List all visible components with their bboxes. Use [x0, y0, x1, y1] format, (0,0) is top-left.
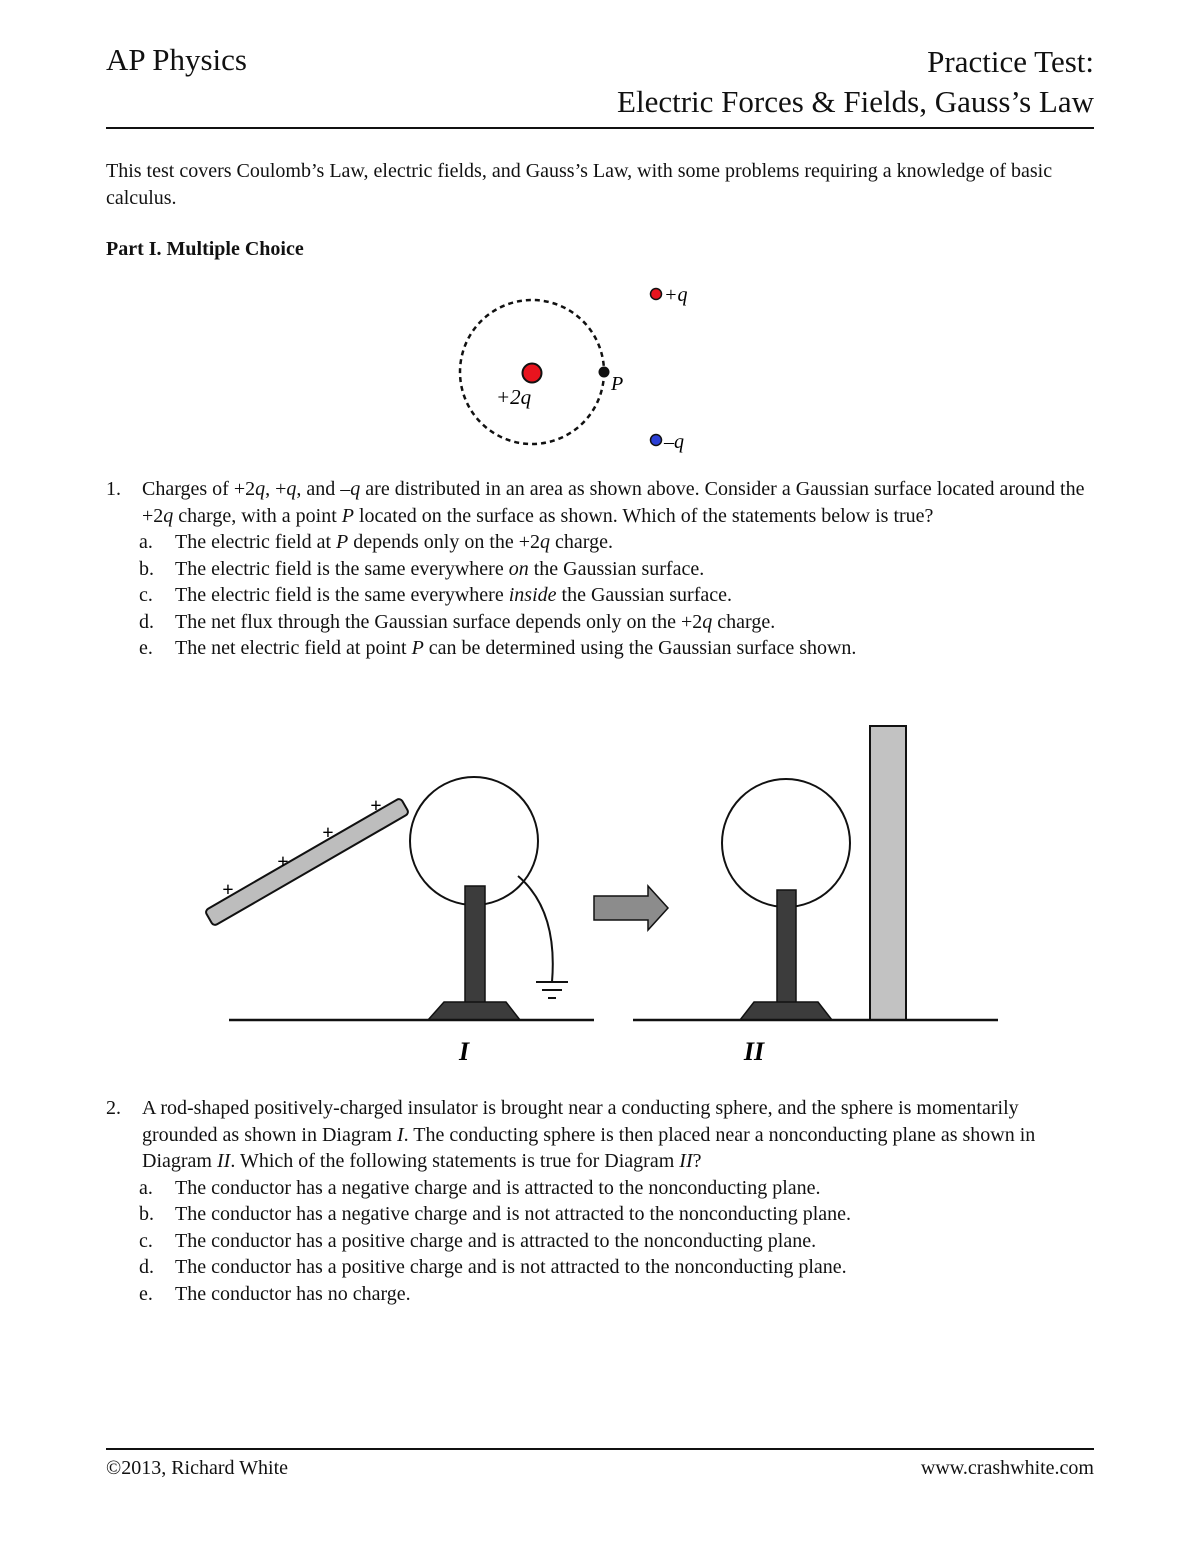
test-title-line1: Practice Test: — [927, 44, 1094, 79]
text-run: can be determined using the Gaussian surface shown. — [423, 637, 857, 659]
charge-plus-2q-label: +2q — [496, 385, 532, 409]
question-number: 1. — [106, 478, 121, 500]
conducting-sphere — [722, 779, 850, 907]
text-run: The conductor has a positive charge and is attracted to the nonconducting plane. — [175, 1229, 817, 1252]
option-text — [175, 1230, 816, 1252]
text-run: charge, with a point — [173, 504, 342, 527]
nonconducting-plane — [870, 726, 906, 1020]
part-title: Part I. Multiple Choice — [106, 238, 304, 260]
text-run: The conductor has a negative charge and is not attracted to the nonconducting plane. — [175, 1203, 852, 1225]
option-text — [175, 1177, 821, 1199]
italic-run: I — [396, 1123, 404, 1146]
option-letter: e. — [139, 637, 153, 659]
rod-plus-sign: + — [277, 851, 289, 873]
text-run: , + — [265, 478, 287, 500]
question-stem — [142, 1095, 1096, 1175]
option-letter: c. — [139, 584, 153, 606]
charge-plus-q-label: +q — [664, 284, 688, 306]
text-run: located on the surface as shown. Which of the statements below is true? — [353, 504, 934, 527]
copyright: ©2013, Richard White — [106, 1457, 289, 1479]
intro-text: This test covers Coulomb’s Law, electric fields, and Gauss’s Law, with some problems requiring a knowledge of basic calculus. — [106, 160, 1053, 209]
text-run: The net flux through the Gaussian surface depends only on the +2 — [175, 610, 703, 633]
answer-option-c — [139, 582, 1096, 609]
text-run: The net electric field at point — [175, 637, 412, 659]
answer-option-a — [139, 529, 1096, 556]
italic-run: on — [508, 557, 529, 580]
text-run: Charges of +2 — [142, 478, 256, 500]
option-letter: d. — [139, 610, 154, 633]
italic-run: q — [286, 478, 297, 500]
diagram-ii-label: II — [743, 1037, 765, 1066]
option-letter: a. — [139, 1176, 153, 1199]
stand-base — [740, 1002, 832, 1020]
option-letter: e. — [139, 1282, 153, 1305]
text-run: The electric field is the same everywhere — [175, 557, 509, 580]
text-run: the Gaussian surface. — [528, 557, 705, 580]
diagram-i — [205, 777, 594, 1066]
text-run: charge. — [712, 610, 776, 633]
option-text — [175, 584, 732, 606]
text-run: ? — [692, 1150, 702, 1172]
italic-run: II — [216, 1150, 231, 1172]
answer-option-d — [139, 609, 1096, 636]
insulating-stand — [777, 890, 796, 1005]
text-run: . Which of the following statements is true for Diagram — [230, 1150, 680, 1172]
text-run: The electric field is the same everywhere — [175, 584, 509, 606]
option-text — [175, 1256, 847, 1278]
italic-run: P — [411, 637, 424, 659]
text-run: The conductor has a negative charge and is attracted to the nonconducting plane. — [175, 1176, 821, 1199]
text-run: The conductor has a positive charge and is not attracted to the nonconducting plane. — [175, 1256, 847, 1278]
option-text — [175, 558, 704, 580]
ground-icon — [536, 982, 568, 998]
text-run: are distributed in an area as shown above. Consider a Gaussian surface located around the +2 — [142, 478, 1085, 527]
italic-run: q — [540, 531, 551, 553]
answer-option-e — [139, 1281, 1096, 1308]
italic-run: P — [336, 531, 349, 553]
rod-plus-sign: + — [322, 822, 334, 844]
header-divider — [106, 127, 1094, 129]
footer-divider — [106, 1448, 1094, 1450]
option-letter: c. — [139, 1229, 153, 1252]
text-run: , and – — [296, 478, 351, 500]
text-run: . The conducting sphere is then placed near a nonconducting plane as shown in Diagram — [142, 1123, 1036, 1172]
text-run: charge. — [550, 531, 613, 553]
answer-option-a — [139, 1175, 1096, 1202]
answer-option-b — [139, 556, 1096, 583]
course-title: AP Physics — [106, 42, 247, 77]
gaussian-surface-figure — [440, 280, 700, 460]
charge-plus-q — [651, 289, 662, 300]
option-text — [175, 1203, 851, 1225]
option-letter: a. — [139, 531, 153, 553]
point-p — [599, 367, 610, 378]
italic-run: q — [255, 478, 266, 500]
text-run: The conductor has no charge. — [175, 1282, 411, 1305]
ground-wire — [518, 876, 553, 982]
text-run: the Gaussian surface. — [556, 584, 733, 606]
diagram-ii — [633, 726, 998, 1066]
answer-option-d — [139, 1254, 1096, 1281]
charge-minus-q-label: –q — [664, 431, 684, 453]
question-number: 2. — [106, 1097, 121, 1119]
right-arrow-icon — [594, 886, 668, 930]
italic-run: q — [350, 478, 361, 500]
question-1 — [106, 476, 1096, 662]
stand-base — [428, 1002, 520, 1020]
charge-plus-2q — [523, 364, 542, 383]
text-run: depends only on the +2 — [348, 531, 541, 553]
option-letter: b. — [139, 557, 154, 580]
text-run: A rod-shaped positively-charged insulator is brought near a conducting sphere, and the sphere is momentarily grounded as shown in Diagram — [142, 1097, 1019, 1146]
option-letter: d. — [139, 1256, 154, 1278]
rod-plus-sign: + — [370, 795, 382, 817]
italic-run: q — [163, 504, 174, 527]
option-text — [175, 531, 613, 553]
option-text — [175, 637, 856, 659]
point-p-label: P — [611, 373, 624, 395]
italic-run: P — [341, 504, 354, 527]
induction-figure — [196, 720, 1006, 1070]
charge-minus-q — [651, 435, 662, 446]
test-title-line2: Electric Forces & Fields, Gauss’s Law — [617, 84, 1094, 119]
question-stem — [142, 476, 1096, 529]
answer-option-e — [139, 635, 1096, 662]
website-link[interactable]: www.crashwhite.com — [920, 1457, 1094, 1479]
text-run: The electric field at — [175, 531, 337, 553]
question-2 — [106, 1095, 1096, 1307]
answer-options — [106, 529, 1096, 662]
italic-run: inside — [508, 584, 557, 606]
italic-run: q — [702, 610, 713, 633]
option-text — [175, 611, 775, 633]
insulating-stand — [465, 886, 485, 1004]
rod-plus-sign: + — [222, 879, 234, 901]
answer-options — [106, 1175, 1096, 1308]
answer-option-c — [139, 1228, 1096, 1255]
answer-option-b — [139, 1201, 1096, 1228]
option-letter: b. — [139, 1203, 154, 1225]
option-text — [175, 1283, 411, 1305]
italic-run: II — [679, 1150, 693, 1172]
diagram-i-label: I — [458, 1037, 470, 1066]
test-title — [617, 42, 1094, 122]
